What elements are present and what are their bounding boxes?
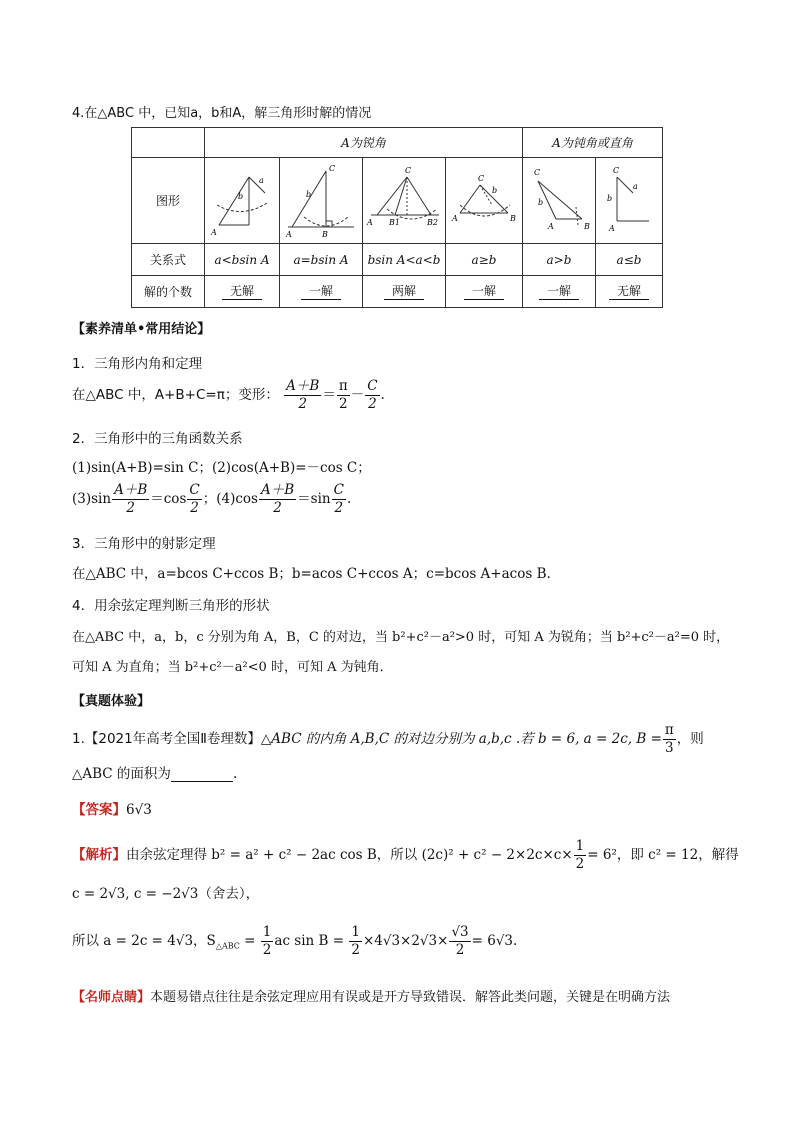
count-cell: 两解	[384, 283, 424, 300]
solution-line3b: ac sin B =	[274, 933, 345, 949]
fig3-label-B1: B1	[389, 218, 400, 227]
answer-blank	[171, 767, 233, 782]
section-heading-real-exam: 【真题体验】	[72, 694, 151, 709]
relation-cell: a<bsin A	[205, 244, 280, 276]
question-1-line2: △ABC 的面积为 .	[72, 766, 238, 782]
fig2-label-b: b	[306, 190, 312, 199]
fig4-label-C: C	[478, 174, 485, 183]
point-2-heading: 2．三角形中的三角函数关系	[72, 431, 243, 447]
point-1-text: 在△ABC 中，A+B+C=π；变形：	[72, 387, 279, 403]
count-cell: 无解	[222, 283, 262, 300]
row-label-relation: 关系式	[132, 244, 205, 276]
point-3-text: 在△ABC 中，a=bcos C+ccos B；b=acos C+ccos A；c=bcos A+acos B.	[72, 566, 551, 582]
tip-text: 本题易错点往往是余弦定理应用有误或是开方导致错误．解答此类问题，关键是在明确方法	[150, 990, 671, 1005]
fig5-label-B: B	[584, 222, 590, 231]
header-acute: A为锐角	[205, 128, 523, 158]
fig5-label-b: b	[538, 198, 544, 207]
point-4-line2: 可知 A 为直角；当 b²+c²－a²<0 时，可知 A 为钝角．	[72, 660, 393, 675]
relation-cell: a>b	[523, 244, 596, 276]
figure-one-solution-large-a	[446, 158, 523, 244]
fig2-label-C: C	[329, 164, 336, 173]
question-1-end: ，则	[676, 731, 704, 747]
solution-tag: 【解析】	[72, 847, 126, 863]
point-3-heading: 3．三角形中的射影定理	[72, 536, 216, 552]
fig6-label-C: C	[613, 166, 620, 175]
question-1-tag: 1.【2021年高考全国Ⅱ卷理数】	[72, 731, 261, 747]
row-label-count: 解的个数	[132, 276, 205, 308]
figure-no-solution	[205, 158, 280, 244]
point-4-line1: 在△ABC 中，a，b，c 分别为角 A，B，C 的对边，当 b²+c²－a²>0 时，可知 A 为锐角；当 b²+c²－a²=0 时，	[72, 630, 730, 645]
fig2-label-A: A	[286, 230, 292, 239]
fig1-label-b: b	[238, 192, 244, 201]
solution-cases-table	[131, 127, 663, 308]
figure-two-solutions	[363, 158, 446, 244]
count-cell: 无解	[609, 283, 649, 300]
figure-one-solution-right	[280, 158, 363, 244]
solution-line3d: = 6√3.	[471, 933, 518, 949]
header-obtuse: A为钝角或直角	[523, 128, 663, 158]
question-1-area-text: △ABC 的面积为	[72, 766, 171, 782]
relation-cell: a≤b	[596, 244, 663, 276]
fig1-label-a: a	[259, 176, 264, 185]
intro-text: 4.在△ABC 中，已知a，b和A，解三角形时解的情况	[72, 106, 372, 121]
fig2-label-B: B	[322, 230, 328, 239]
point-4-heading: 4．用余弦定理判断三角形的形状	[72, 598, 270, 614]
row-label-figure: 图形	[132, 158, 205, 244]
fig4-label-b: b	[492, 186, 498, 195]
section-heading-conclusions: 【素养清单•常用结论】	[72, 322, 211, 337]
solution-line3c: ×4√3×2√3×	[362, 933, 449, 949]
solution-line1: 【解析】由余弦定理得 b² = a² + c² − 2ac cos B，所以 (2c)² + c² − 2×2c×c× $\frac{1}{2}$ = 6²，即 c² = 12，解得	[72, 838, 739, 872]
relation-cell: a=bsin A	[280, 244, 363, 276]
fig6-label-b: b	[607, 194, 613, 203]
corner-cell	[132, 128, 205, 158]
fig5-label-A: A	[548, 222, 554, 231]
fig1-label-A: A	[211, 228, 217, 237]
solution-line3: 所以 a = 2c = 4√3，$S_{\triangle ABC}$ = $\frac{1}{2}$ ac sin B = $\frac{1}{2}$ ×4√3×2√3× $\frac{√3}{2}$ = 6√3.	[72, 924, 518, 958]
point-2-line1: (1)sin(A+B)=sin C；(2)cos(A+B)=－cos C；	[72, 460, 371, 476]
fig4-label-A: A	[452, 214, 458, 223]
relation-cell: a≥b	[446, 244, 523, 276]
fig5-label-C: C	[534, 168, 541, 177]
relation-cell: bsin A<a<b	[363, 244, 446, 276]
count-cell: 一解	[539, 283, 579, 300]
answer-tag: 【答案】	[72, 802, 126, 818]
fig3-label-A: A	[367, 218, 373, 227]
solution-line3a: 所以 a = 2c = 4√3，S	[72, 933, 216, 949]
figure-obtuse-no-solution	[596, 158, 663, 244]
fig6-label-a: a	[633, 182, 638, 191]
count-cell: 一解	[464, 283, 504, 300]
fig4-label-B: B	[510, 214, 516, 223]
fig3-label-C: C	[405, 166, 412, 175]
solution-line1a: 由余弦定理得 b² = a² + c² − 2ac cos B，所以 (2c)² + c² − 2×2c×c×	[126, 847, 573, 863]
tip-line	[72, 986, 670, 1005]
fig6-label-A: A	[609, 224, 615, 233]
point-1-formula: 在△ABC 中，A+B+C=π；变形： $\frac{A+B}{2}$ ＝ $\frac{\pi}{2}$ － $\frac{C}{2}$ .	[72, 378, 385, 412]
tip-tag: 【名师点睛】	[72, 990, 151, 1005]
count-cell: 一解	[301, 283, 341, 300]
solution-line2: c = 2√3, c = −2√3（舍去），	[72, 886, 260, 902]
solution-line1b: = 6²，即 c² = 12，解得	[587, 847, 739, 863]
question-1-text: △ABC 的内角 A,B,C 的对边分别为 a,b,c .若 b = 6, a = 2c, B =	[260, 731, 662, 747]
point-2-line2: (3)sin $\frac{A+B}{2}$ ＝cos $\frac{C}{2}$ ；(4)cos $\frac{A+B}{2}$ ＝sin $\frac{C}{2}$ .	[72, 482, 352, 516]
fig3-label-B2: B2	[427, 218, 438, 227]
answer-line	[72, 798, 152, 818]
point-1-heading: 1．三角形内角和定理	[72, 356, 203, 372]
figure-obtuse-one-solution	[523, 158, 596, 244]
answer-value: 6√3	[126, 802, 152, 818]
question-1-line1: 1.【2021年高考全国Ⅱ卷理数】△ABC 的内角 A,B,C 的对边分别为 a,b,c .若 b = 6, a = 2c, B = $\frac{\pi}{3}$ ，则	[72, 722, 704, 756]
